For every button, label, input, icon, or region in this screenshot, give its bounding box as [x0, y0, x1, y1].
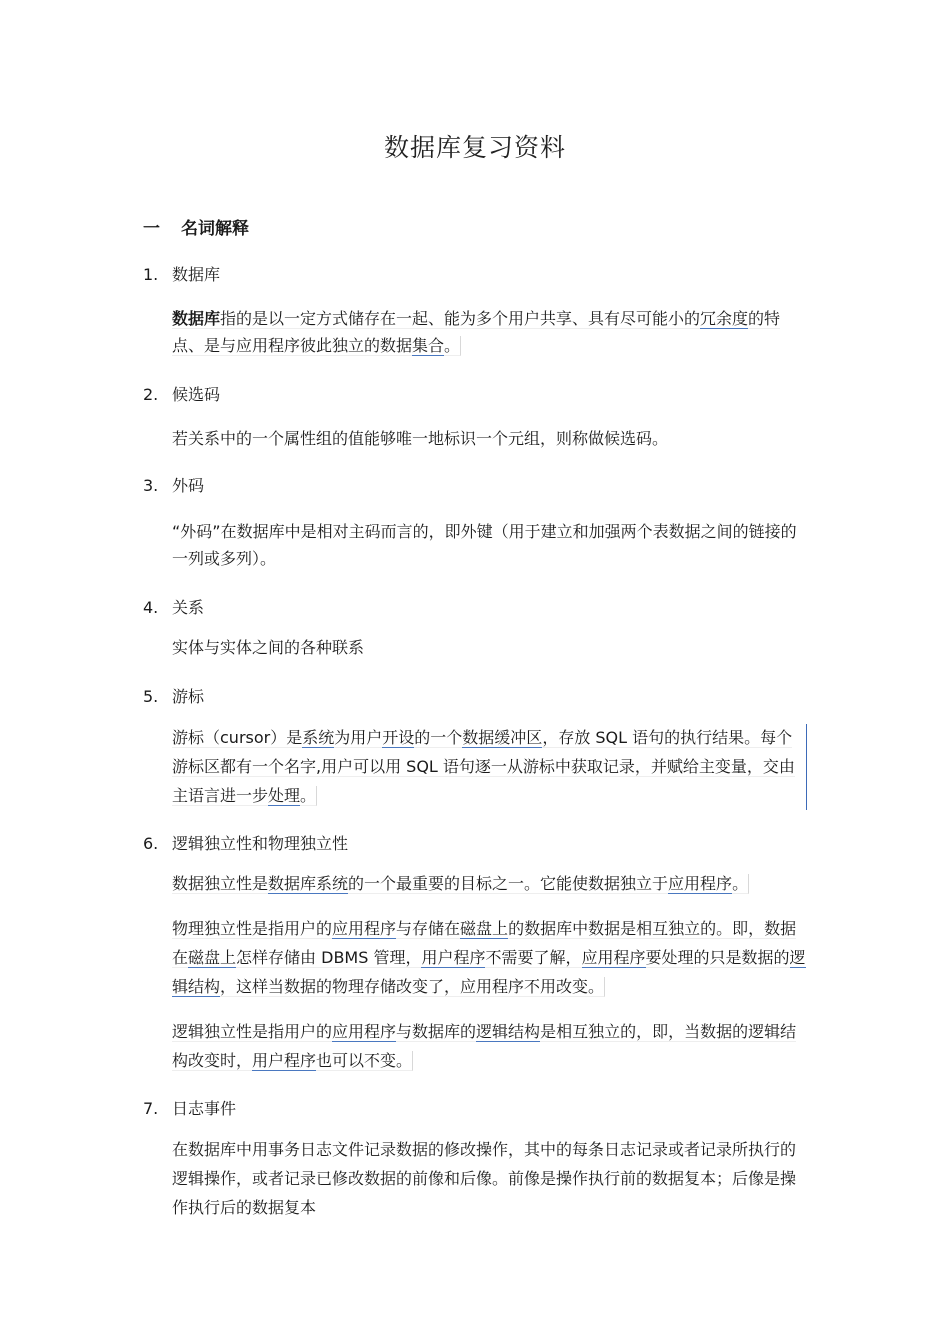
- hyperlink-system[interactable]: 系统: [302, 728, 335, 747]
- hyperlink-application[interactable]: 应用程序: [332, 919, 397, 938]
- definition-logical-independence: [172, 1017, 808, 1075]
- text-run: 是相互独立的，即，当数据的逻辑结构改变时，: [172, 1022, 797, 1070]
- hyperlink-process[interactable]: 处理: [268, 786, 301, 805]
- hyperlink-redundancy[interactable]: 冗余度: [700, 309, 749, 328]
- definition-candidate-key: 若关系中的一个属性组的值能够唯一地标识一个元组，则称做候选码。: [172, 429, 669, 448]
- hyperlink-logical-structure[interactable]: 逻辑结构: [172, 948, 806, 996]
- definition-log-event: 在数据库中用事务日志文件记录数据的修改操作，其中的每条日志记录或者记录所执行的逻辑操作，或者记录已修改数据的前像和后像。前像是操作执行前的数据复本；后像是操作执行后的数据复本: [172, 1140, 797, 1217]
- hyperlink-logical-structure[interactable]: 逻辑结构: [476, 1022, 541, 1041]
- bold-term: 数据库: [172, 309, 221, 328]
- term-label: 数据库: [172, 265, 221, 284]
- section-heading: [143, 214, 249, 239]
- text-run: 逻辑独立性是指用户的: [172, 1022, 333, 1041]
- document-title: 数据库复习资料: [383, 133, 566, 162]
- text-run: 。: [300, 786, 317, 805]
- definition-database: [172, 305, 808, 359]
- term-heading-5: [143, 684, 204, 707]
- hyperlink-application[interactable]: 应用程序: [332, 1022, 397, 1041]
- text-run: 怎样存储由 DBMS 管理，: [236, 948, 422, 967]
- definition-cursor: [172, 723, 808, 810]
- hyperlink-disk[interactable]: 磁盘上: [460, 919, 509, 938]
- hyperlink-application[interactable]: 应用程序: [668, 874, 733, 893]
- hyperlink-user-program[interactable]: 用户程序: [421, 948, 486, 967]
- section-number: 一: [143, 219, 160, 239]
- text-run: 指的是以一定方式储存在一起、能为多个用户共享、具有尽可能小的: [220, 309, 701, 328]
- definition-foreign-key: “外码”在数据库中是相对主码而言的，即外键（用于建立和加强两个表数据之间的链接的一列或多列）。: [172, 522, 797, 568]
- text-run: 要处理的只是数据的: [645, 948, 790, 967]
- text-run: 。: [444, 336, 461, 355]
- text-run: 物理独立性是指用户的: [172, 919, 333, 938]
- term-number: 1.: [143, 265, 159, 284]
- term-label: 关系: [172, 598, 205, 617]
- term-label: 日志事件: [172, 1099, 237, 1118]
- definition-data-independence: [172, 870, 808, 897]
- term-number: 4.: [143, 598, 159, 617]
- term-number: 6.: [143, 834, 159, 853]
- term-label: 游标: [172, 687, 205, 706]
- term-number: 7.: [143, 1099, 159, 1118]
- term-label: 逻辑独立性和物理独立性: [172, 834, 349, 853]
- hyperlink-application[interactable]: 应用程序: [581, 948, 646, 967]
- hyperlink-open[interactable]: 开设: [382, 728, 415, 747]
- hyperlink-set[interactable]: 集合: [412, 336, 445, 355]
- text-run: 与数据库的: [396, 1022, 477, 1041]
- text-run: ，存放 SQL 语句的执行结果。每个游标区都有一个名字,用户可以用 SQL 语句逐一从游标中获取记录，并赋给主变量，交由主语言进一步: [172, 728, 795, 805]
- term-heading-1: [143, 262, 220, 285]
- text-run: 数据独立性是: [172, 874, 269, 893]
- text-run: 为用户: [334, 728, 383, 747]
- term-heading-2: [143, 382, 220, 405]
- term-heading-4: [143, 595, 204, 618]
- term-heading-3: [143, 473, 204, 496]
- text-run: ，这样当数据的物理存储改变了，应用程序不用改变。: [220, 977, 605, 996]
- text-run: 。: [732, 874, 749, 893]
- hyperlink-disk[interactable]: 磁盘上: [188, 948, 237, 967]
- text-run: 游标（cursor）是: [172, 728, 303, 747]
- term-number: 3.: [143, 476, 159, 495]
- hyperlink-data-buffer[interactable]: 数据缓冲区: [462, 728, 543, 747]
- term-heading-6: [143, 831, 348, 854]
- text-run: 不需要了解，: [485, 948, 582, 967]
- term-heading-7: [143, 1096, 236, 1119]
- text-run: 的一个最重要的目标之一。它能使数据独立于: [348, 874, 669, 893]
- definition-relation: 实体与实体之间的各种联系: [172, 638, 365, 657]
- section-title: 名词解释: [181, 219, 249, 239]
- hyperlink-user-program[interactable]: 用户程序: [252, 1051, 317, 1070]
- text-run: 的一个: [414, 728, 463, 747]
- text-run: 的数据库中数据是相互独立的。即，数据在: [172, 919, 797, 967]
- revision-bar: [806, 724, 807, 810]
- term-number: 2.: [143, 385, 159, 404]
- text-run: 与存储在: [396, 919, 461, 938]
- text-run: 也可以不变。: [316, 1051, 413, 1070]
- term-number: 5.: [143, 687, 159, 706]
- term-label: 外码: [172, 476, 205, 495]
- definition-physical-independence: [172, 914, 808, 1001]
- term-label: 候选码: [172, 385, 221, 404]
- text-run: 的特点、是与应用程序彼此独立的数据: [172, 309, 781, 355]
- hyperlink-database-system[interactable]: 数据库系统: [268, 874, 349, 893]
